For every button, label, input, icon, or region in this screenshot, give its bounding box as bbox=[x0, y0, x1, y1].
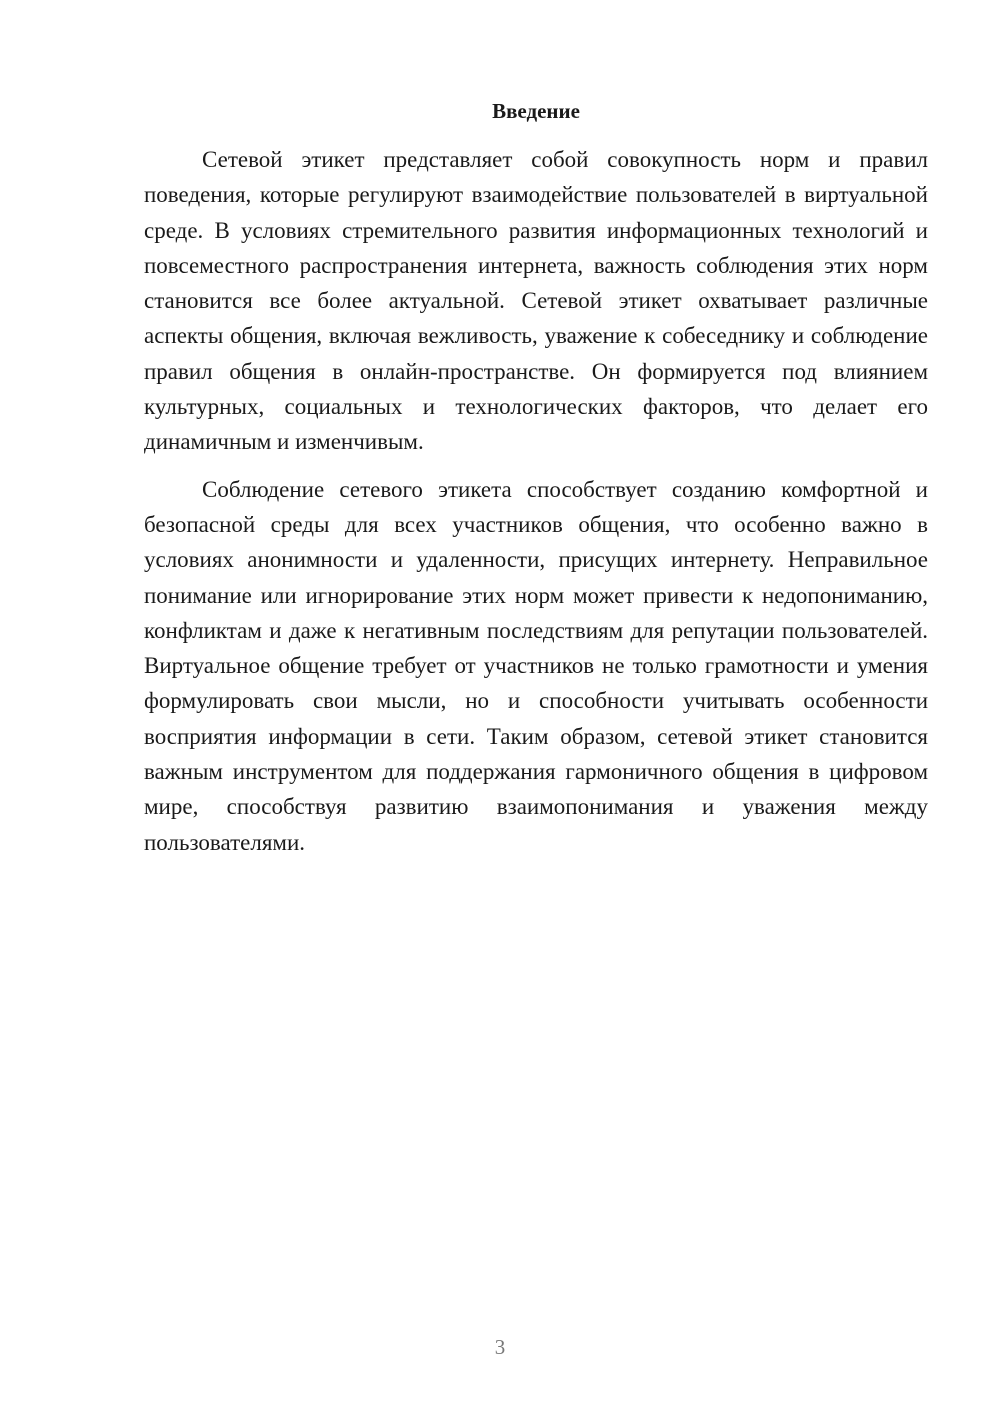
paragraph-2: Соблюдение сетевого этикета способствует созданию комфортной и безопасной среды для всех участников общения, что особенно важно в условиях анонимности и удаленности, присущих интернету. Неправильное понимание или игнорирование этих норм может привести к недопониманию, конфликтам и даже к негативным последствиям для репутации пользователей. Виртуальное общение требует от участников не только грамотности и умения формулировать свои мысли, но и способности учитывать особенности восприятия информации в сети. Таким образом, сетевой этикет становится важным инструментом для поддержания гармоничного общения в цифровом мире, способствуя развитию взаимопонимания и уважения между пользователями. bbox=[144, 476, 928, 855]
paragraph-1: Сетевой этикет представляет собой совокупность норм и правил поведения, которые регулируют взаимодействие пользователей в виртуальной среде. В условиях стремительного развития информационных технологий и повсеместного распространения интернета, важность соблюдения этих норм становится все более актуальной. Сетевой этикет охватывает различные аспекты общения, включая вежливость, уважение к собеседнику и соблюдение правил общения в онлайн-пространстве. Он формируется под влиянием культурных, социальных и технологических факторов, что делает его динамичным и изменчивым. bbox=[144, 147, 928, 455]
body-text bbox=[144, 142, 928, 860]
page-number: 3 bbox=[494, 1335, 506, 1359]
section-title: Введение bbox=[492, 99, 580, 123]
